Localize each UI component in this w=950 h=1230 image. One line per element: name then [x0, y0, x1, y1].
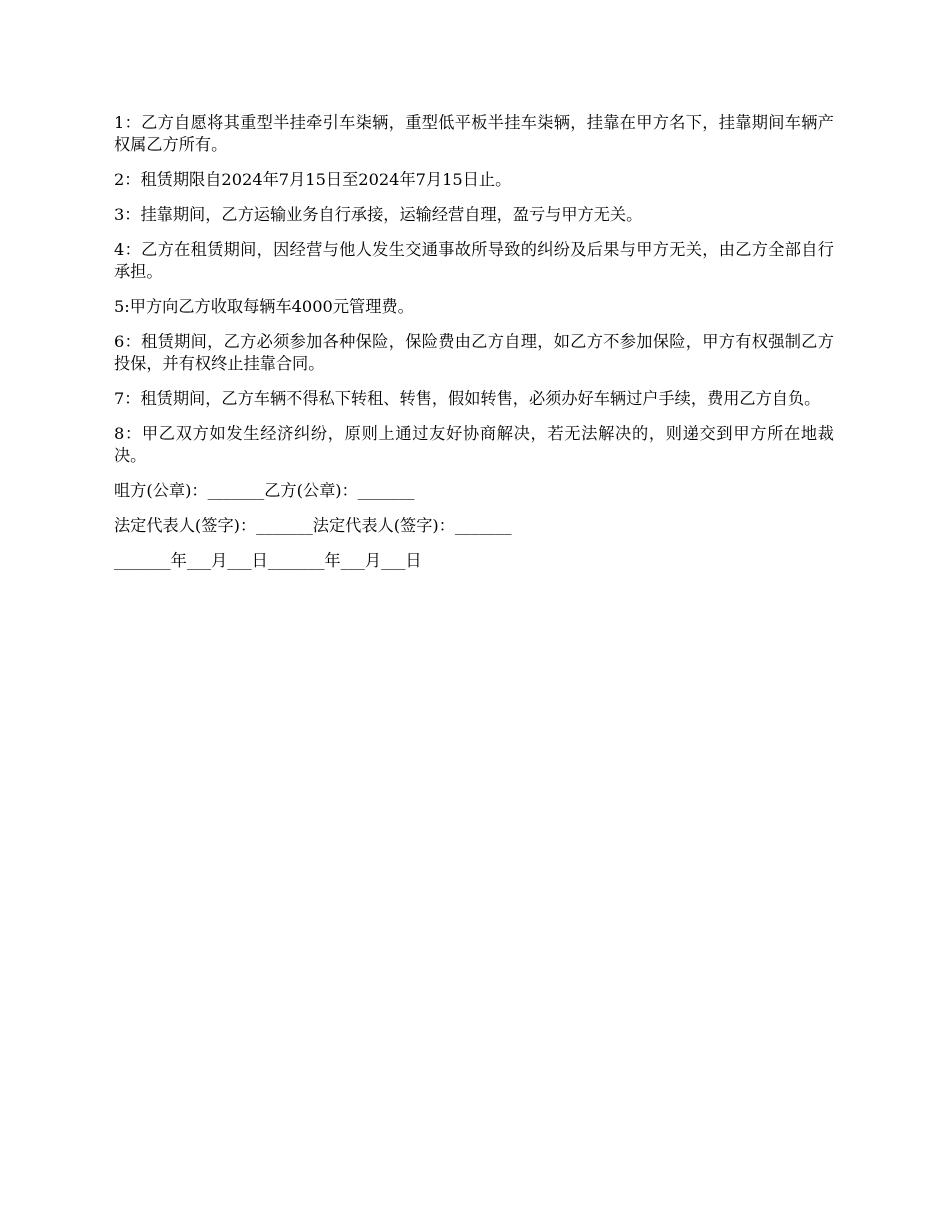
- date-line: _______年___月___日_______年___月___日: [114, 551, 422, 570]
- representative-line: 法定代表人(签字)：_______法定代表人(签字)：_______: [114, 516, 512, 535]
- clause-6: 6：租赁期间，乙方必须参加各种保险，保险费由乙方自理，如乙方不参加保险，甲方有权强制乙方投保，并有权终止挂靠合同。: [114, 332, 834, 373]
- clause-1: 1：乙方自愿将其重型半挂牵引车柒辆，重型低平板半挂车柒辆，挂靠在甲方名下，挂靠期间车辆产权属乙方所有。: [114, 113, 834, 154]
- clause-3: 3：挂靠期间，乙方运输业务自行承接，运输经营自理，盈亏与甲方无关。: [114, 205, 643, 224]
- clause-5: 5:甲方向乙方收取每辆车4000元管理费。: [114, 297, 414, 316]
- clause-8: 8：甲乙双方如发生经济纠纷，原则上通过友好协商解决，若无法解决的，则递交到甲方所在地裁决。: [114, 424, 834, 465]
- clause-2: 2：租赁期限自2024年7月15日至2024年7月15日止。: [114, 170, 512, 189]
- clause-4: 4：乙方在租赁期间，因经营与他人发生交通事故所导致的纠纷及后果与甲方无关，由乙方全部自行承担。: [114, 240, 834, 281]
- clause-7: 7：租赁期间，乙方车辆不得私下转租、转售，假如转售，必须办好车辆过户手续，费用乙方自负。: [114, 389, 821, 408]
- contract-body: [114, 112, 834, 585]
- seal-line: 咀方(公章)：_______乙方(公章)：_______: [114, 481, 415, 500]
